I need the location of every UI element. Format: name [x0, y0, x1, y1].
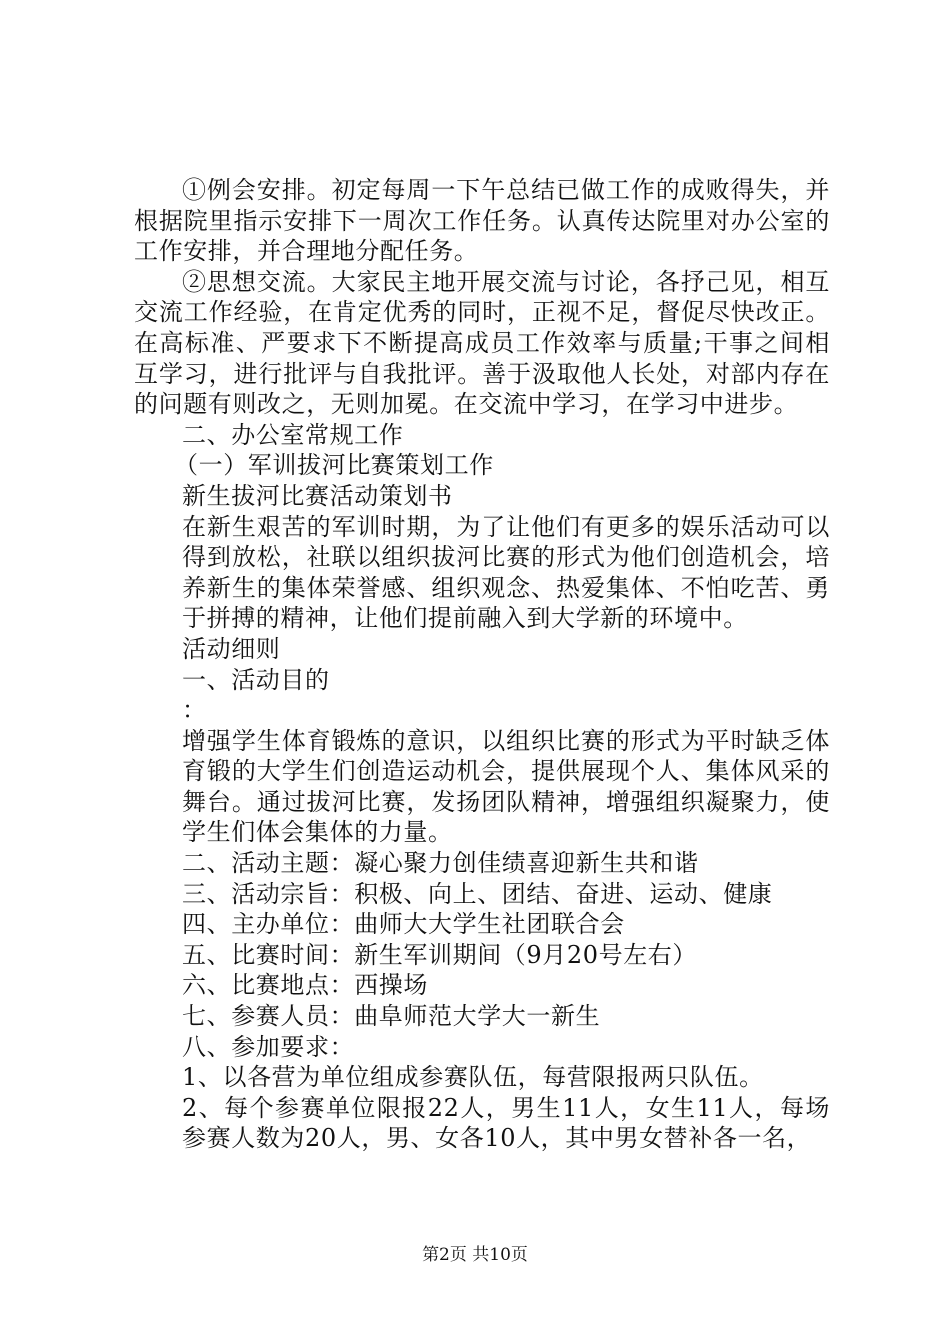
item-location: 六、比赛地点：西操场: [182, 971, 428, 1000]
page-footer: 第2页 共10页: [422, 1245, 528, 1265]
paragraph-purpose: 增强学生体育锻炼的意识，以组织比赛的形式为平时缺乏体育锻的大学生们创造运动机会，提供展现个人、集体风采的舞台。通过拔河比赛，发扬团队精神，增强组织凝聚力，使学生们体会集体的力量。: [182, 726, 830, 847]
paragraph-idea-exchange: ②思想交流。大家民主地开展交流与讨论，各抒己见，相互交流工作经验，在肯定优秀的同时，正视不足，督促尽快改正。在高标准、严要求下不断提高成员工作效率与质量;干事之间相互学习，进行批评与自我批评。善于汲取他人长处，对部内存在的问题有则改之，无则加冕。在交流中学习，在学习中进步。: [134, 267, 830, 419]
item-theme: 二、活动主题：凝心聚力创佳绩喜迎新生共和谐: [182, 849, 699, 878]
paragraph-introduction: 在新生艰苦的军训时期，为了让他们有更多的娱乐活动可以得到放松，社联以组织拔河比赛的形式为他们创造机会，培养新生的集体荣誉感、组织观念、热爱集体、不怕吃苦、勇于拼搏的精神，让他们提前融入到大学新的环境中。: [182, 512, 830, 633]
item-organizer: 四、主办单位：曲师大大学生社团联合会: [182, 910, 625, 939]
heading-plan-title: 新生拔河比赛活动策划书: [182, 481, 453, 510]
item-participants: 七、参赛人员：曲阜师范大学大一新生: [182, 1002, 601, 1031]
heading-activity-purpose: 一、活动目的: [182, 665, 330, 694]
requirement-1: 1、以各营为单位组成参赛队伍，每营限报两只队伍。: [182, 1063, 764, 1092]
paragraph-meeting-arrangement: ①例会安排。初定每周一下午总结已做工作的成败得失，并根据院里指示安排下一周次工作任务。认真传达院里对办公室的工作安排，并合理地分配任务。: [134, 176, 830, 266]
item-requirements: 八、参加要求：: [182, 1032, 355, 1061]
requirement-2: 2、每个参赛单位限报22人，男生11人，女生11人，每场参赛人数为20人，男、女各10人，其中男女替补各一名，: [182, 1093, 830, 1153]
heading-office-routine: 二、办公室常规工作: [182, 420, 404, 449]
heading-activity-rules: 活动细则: [182, 634, 281, 663]
document-body: [134, 175, 830, 1154]
item-time: 五、比赛时间：新生军训期间（9月20号左右）: [182, 940, 698, 969]
item-tenet: 三、活动宗旨：积极、向上、团结、奋进、运动、健康: [182, 879, 773, 908]
heading-tug-of-war-planning: （一）军训拔河比赛策划工作: [174, 451, 494, 480]
purpose-colon: ：: [182, 696, 207, 725]
